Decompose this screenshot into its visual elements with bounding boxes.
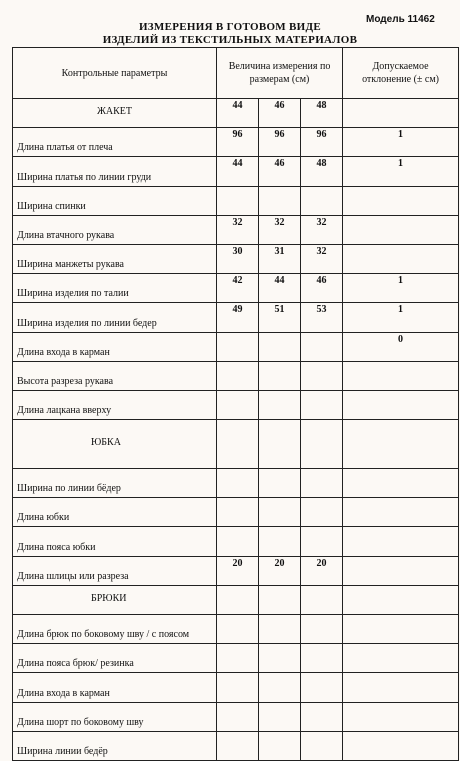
size-value-1 bbox=[259, 585, 301, 614]
size-value-2 bbox=[301, 469, 343, 498]
size-value-1 bbox=[259, 731, 301, 760]
table-row bbox=[13, 186, 459, 215]
size-value-2: 32 bbox=[301, 215, 343, 244]
size-value-2 bbox=[301, 498, 343, 527]
tolerance-value bbox=[343, 527, 459, 556]
size-value-2 bbox=[301, 702, 343, 731]
tolerance-value bbox=[343, 361, 459, 390]
size-value-0: 96 bbox=[217, 128, 259, 157]
param-label: Высота разреза рукава bbox=[13, 361, 217, 390]
tolerance-value bbox=[343, 556, 459, 585]
table-header-row bbox=[13, 48, 459, 99]
tolerance-value: 1 bbox=[343, 128, 459, 157]
size-value-2 bbox=[301, 186, 343, 215]
param-label: Длина шлицы или разреза bbox=[13, 556, 217, 585]
page-title bbox=[60, 21, 400, 47]
size-value-2 bbox=[301, 527, 343, 556]
size-value-0 bbox=[217, 469, 259, 498]
tolerance-value bbox=[343, 469, 459, 498]
size-value-0 bbox=[217, 390, 259, 419]
tolerance-value: 0 bbox=[343, 332, 459, 361]
size-value-0: 42 bbox=[217, 274, 259, 303]
param-label: Длина юбки bbox=[13, 498, 217, 527]
size-value-0: 44 bbox=[217, 157, 259, 186]
size-value-0 bbox=[217, 498, 259, 527]
param-label: Длина брюк по боковому шву / с поясом bbox=[13, 615, 217, 644]
size-value-1: 51 bbox=[259, 303, 301, 332]
table-row bbox=[13, 585, 459, 614]
size-value-2: 48 bbox=[301, 157, 343, 186]
size-value-2 bbox=[301, 332, 343, 361]
table-row bbox=[13, 157, 459, 186]
tolerance-value bbox=[343, 244, 459, 273]
size-value-2: 46 bbox=[301, 274, 343, 303]
param-label: Ширина по линии бёдер bbox=[13, 469, 217, 498]
tolerance-value: 1 bbox=[343, 303, 459, 332]
param-label: Ширина изделия по талии bbox=[13, 274, 217, 303]
tolerance-value bbox=[343, 644, 459, 673]
size-value-1 bbox=[259, 332, 301, 361]
param-label: ЖАКЕТ bbox=[13, 99, 217, 128]
table-row bbox=[13, 420, 459, 469]
table-row bbox=[13, 274, 459, 303]
table-row bbox=[13, 244, 459, 273]
table-row bbox=[13, 702, 459, 731]
size-value-1: 32 bbox=[259, 215, 301, 244]
size-value-2: 53 bbox=[301, 303, 343, 332]
size-value-0 bbox=[217, 585, 259, 614]
size-value-1 bbox=[259, 498, 301, 527]
tolerance-value bbox=[343, 673, 459, 702]
tolerance-value bbox=[343, 420, 459, 469]
table-row bbox=[13, 731, 459, 760]
title-line-1: ИЗМЕРЕНИЯ В ГОТОВОМ ВИДЕ bbox=[138, 21, 322, 33]
size-value-2 bbox=[301, 731, 343, 760]
size-value-0: 20 bbox=[217, 556, 259, 585]
size-value-2: 20 bbox=[301, 556, 343, 585]
size-value-2: 32 bbox=[301, 244, 343, 273]
size-value-1 bbox=[259, 186, 301, 215]
size-value-2 bbox=[301, 644, 343, 673]
table-row bbox=[13, 390, 459, 419]
tolerance-value: 1 bbox=[343, 274, 459, 303]
size-value-2 bbox=[301, 673, 343, 702]
param-label: Длина шорт по боковому шву bbox=[13, 702, 217, 731]
size-value-1 bbox=[259, 644, 301, 673]
param-label: Длина пояса юбки bbox=[13, 527, 217, 556]
size-value-1 bbox=[259, 420, 301, 469]
tolerance-value bbox=[343, 99, 459, 128]
size-value-0 bbox=[217, 615, 259, 644]
tolerance-value bbox=[343, 731, 459, 760]
size-value-1 bbox=[259, 469, 301, 498]
size-value-1 bbox=[259, 361, 301, 390]
size-value-1: 20 bbox=[259, 556, 301, 585]
size-value-0 bbox=[217, 420, 259, 469]
size-value-1: 31 bbox=[259, 244, 301, 273]
size-value-0 bbox=[217, 644, 259, 673]
size-value-1 bbox=[259, 673, 301, 702]
size-value-2 bbox=[301, 615, 343, 644]
param-label: Длина пояса брюк/ резинка bbox=[13, 644, 217, 673]
size-value-0: 32 bbox=[217, 215, 259, 244]
param-label: Длина платья от плеча bbox=[13, 128, 217, 157]
size-value-0 bbox=[217, 361, 259, 390]
param-label: ЮБКА bbox=[13, 420, 217, 469]
table-row bbox=[13, 498, 459, 527]
model-number: Модель 11462 bbox=[366, 14, 435, 25]
tolerance-value bbox=[343, 585, 459, 614]
table-row bbox=[13, 556, 459, 585]
size-value-0 bbox=[217, 702, 259, 731]
size-value-1 bbox=[259, 527, 301, 556]
param-label: Длина входа в карман bbox=[13, 673, 217, 702]
size-value-1: 46 bbox=[259, 99, 301, 128]
table-row bbox=[13, 469, 459, 498]
size-value-2 bbox=[301, 390, 343, 419]
table-row bbox=[13, 644, 459, 673]
param-label: Длина входа в карман bbox=[13, 332, 217, 361]
tolerance-value bbox=[343, 615, 459, 644]
param-label: Длина лацкана вверху bbox=[13, 390, 217, 419]
table-row bbox=[13, 527, 459, 556]
size-value-1 bbox=[259, 702, 301, 731]
header-sizes: Величина измерения по размерам (см) bbox=[217, 48, 343, 99]
tolerance-value bbox=[343, 390, 459, 419]
table-row bbox=[13, 303, 459, 332]
table-row bbox=[13, 215, 459, 244]
size-value-2 bbox=[301, 361, 343, 390]
size-value-0 bbox=[217, 731, 259, 760]
param-label: Ширина линии бедёр bbox=[13, 731, 217, 760]
size-value-0 bbox=[217, 332, 259, 361]
tolerance-value bbox=[343, 186, 459, 215]
table-row bbox=[13, 673, 459, 702]
size-value-0 bbox=[217, 186, 259, 215]
size-value-0: 44 bbox=[217, 99, 259, 128]
size-value-1 bbox=[259, 615, 301, 644]
tolerance-value bbox=[343, 702, 459, 731]
table-row bbox=[13, 615, 459, 644]
size-value-2: 96 bbox=[301, 128, 343, 157]
size-value-2 bbox=[301, 420, 343, 469]
param-label: Длина втачного рукава bbox=[13, 215, 217, 244]
tolerance-value: 1 bbox=[343, 157, 459, 186]
size-value-1: 46 bbox=[259, 157, 301, 186]
param-label: Ширина платья по линии груди bbox=[13, 157, 217, 186]
size-value-0: 49 bbox=[217, 303, 259, 332]
table-row bbox=[13, 99, 459, 128]
size-value-2 bbox=[301, 585, 343, 614]
size-value-0 bbox=[217, 527, 259, 556]
table-row bbox=[13, 361, 459, 390]
param-label: Ширина изделия по линии бедер bbox=[13, 303, 217, 332]
header-tolerance: Допускаемое отклонение (± см) bbox=[343, 48, 459, 99]
tolerance-value bbox=[343, 498, 459, 527]
size-value-0 bbox=[217, 673, 259, 702]
param-label: БРЮКИ bbox=[13, 585, 217, 614]
param-label: Ширина спинки bbox=[13, 186, 217, 215]
size-value-2: 48 bbox=[301, 99, 343, 128]
table-row bbox=[13, 332, 459, 361]
table-row bbox=[13, 128, 459, 157]
tolerance-value bbox=[343, 215, 459, 244]
measurements-table bbox=[12, 47, 459, 761]
size-value-1: 44 bbox=[259, 274, 301, 303]
size-value-1 bbox=[259, 390, 301, 419]
header-params: Контрольные параметры bbox=[13, 48, 217, 99]
param-label: Ширина манжеты рукава bbox=[13, 244, 217, 273]
size-value-0: 30 bbox=[217, 244, 259, 273]
title-line-2: ИЗДЕЛИЙ ИЗ ТЕКСТИЛЬНЫХ МАТЕРИАЛОВ bbox=[102, 34, 358, 46]
size-value-1: 96 bbox=[259, 128, 301, 157]
